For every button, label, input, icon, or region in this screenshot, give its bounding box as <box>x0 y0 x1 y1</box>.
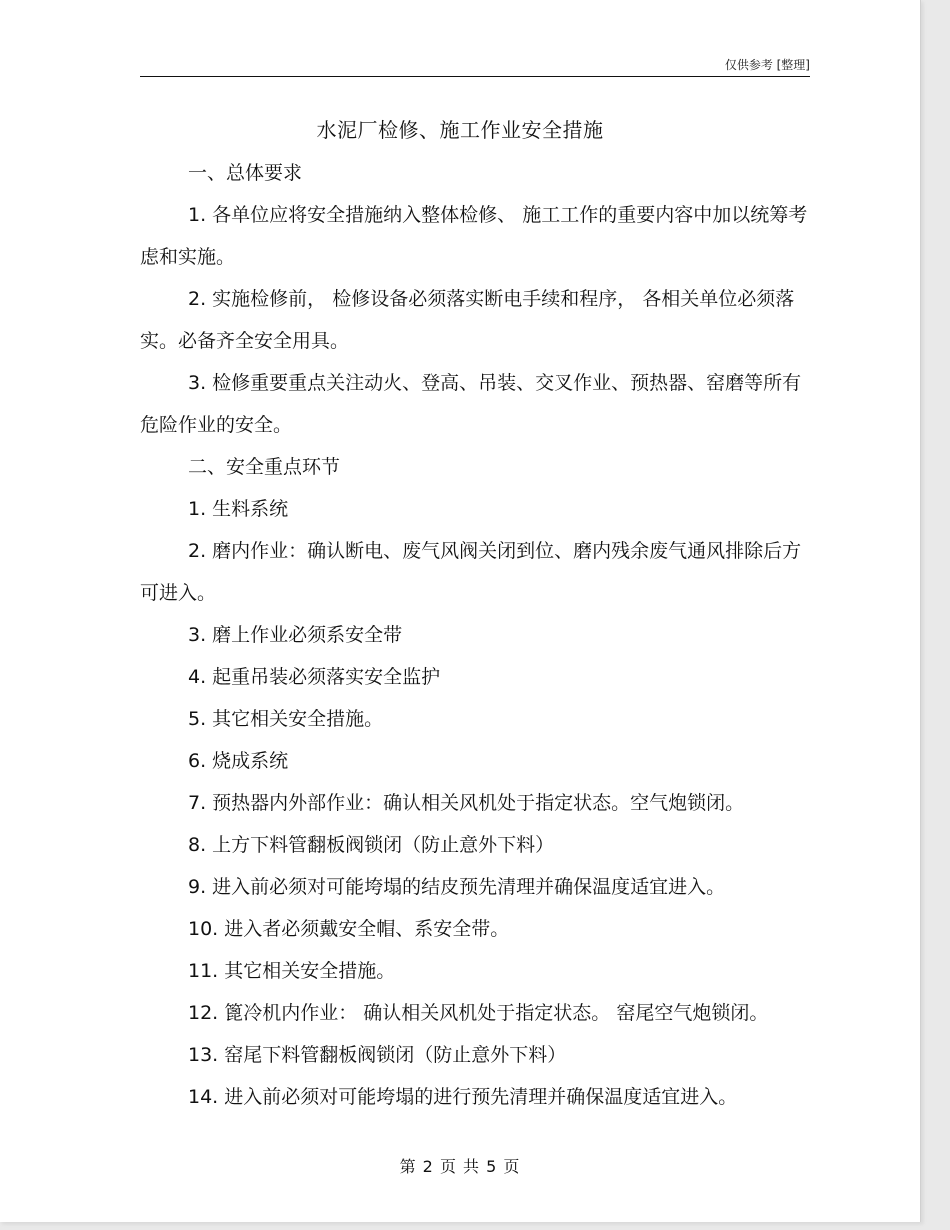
paragraph: 3. 磨上作业必须系安全带 <box>188 624 403 646</box>
paragraph: 4. 起重吊装必须落实安全监护 <box>188 666 441 688</box>
section-heading: 一、总体要求 <box>188 162 303 184</box>
paragraph: 6. 烧成系统 <box>188 750 289 772</box>
paragraph: 2. 磨内作业：确认断电、废气风阀关闭到位、磨内残余废气通风排除后方可进入。 <box>140 540 802 604</box>
paragraph: 9. 进入前必须对可能垮塌的结皮预先清理并确保温度适宜进入。 <box>188 876 726 898</box>
section-heading: 二、安全重点环节 <box>188 456 341 478</box>
header-note: 仅供参考 [整理] <box>724 58 810 72</box>
paragraph: 8. 上方下料管翻板阀锁闭（防止意外下料） <box>188 834 555 856</box>
paragraph: 2. 实施检修前， 检修设备必须落实断电手续和程序， 各相关单位必须落实。必备齐全安全用具。 <box>140 288 795 352</box>
header-divider <box>140 76 810 77</box>
paragraph: 11. 其它相关安全措施。 <box>188 960 396 982</box>
paragraph: 5. 其它相关安全措施。 <box>188 708 384 730</box>
paragraph: 3. 检修重要重点关注动火、登高、吊装、交叉作业、预热器、窑磨等所有危险作业的安全。 <box>140 372 802 436</box>
document-body <box>140 152 810 1118</box>
paragraph: 1. 生料系统 <box>188 498 289 520</box>
paragraph: 13. 窑尾下料管翻板阀锁闭（防止意外下料） <box>188 1044 567 1066</box>
paragraph: 10. 进入者必须戴安全帽、系安全带。 <box>188 918 510 940</box>
paragraph: 1. 各单位应将安全措施纳入整体检修、 施工工作的重要内容中加以统筹考虑和实施。 <box>140 204 808 268</box>
document-title: 水泥厂检修、施工作业安全措施 <box>316 118 604 142</box>
page-number: 第 2 页 共 5 页 <box>399 1157 521 1176</box>
paragraph: 14. 进入前必须对可能垮塌的进行预先清理并确保温度适宜进入。 <box>188 1086 738 1108</box>
paragraph: 7. 预热器内外部作业：确认相关风机处于指定状态。空气炮锁闭。 <box>188 792 745 814</box>
paragraph: 12. 篦冷机内作业： 确认相关风机处于指定状态。 窑尾空气炮锁闭。 <box>188 1002 769 1024</box>
